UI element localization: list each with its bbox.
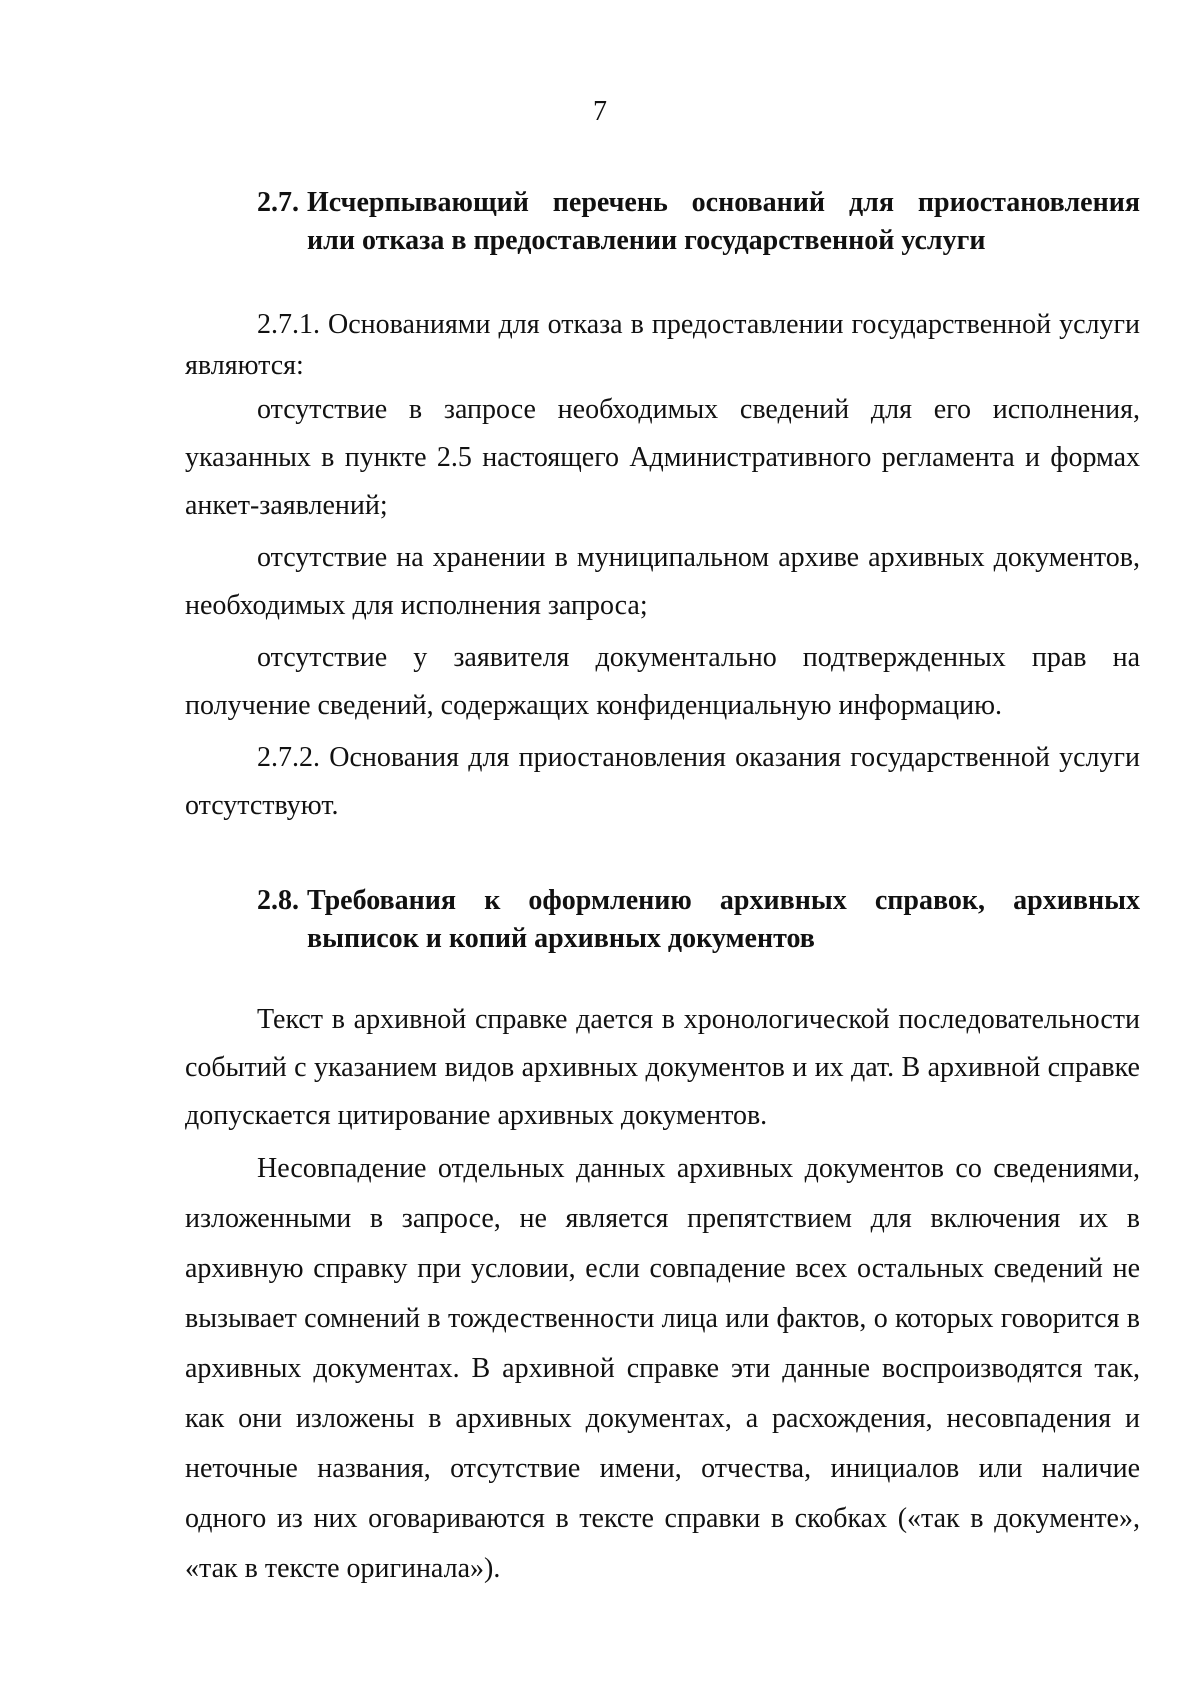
paragraph-data-mismatch: Несовпадение отдельных данных архивных документов со сведениями, изложенными в запросе, не является препятствием для включения их в архивную справку при условии, если совпадение всех остальных сведений не вызывает сомнений в тождественности лица или фактов, о которых говорится в архивных документах. В архивной справке эти данные воспроизводятся так, как они изложены в архивных документах, а расхождения, несовпадения и неточные названия, отсутствие имени, отчества, инициалов или наличие одного из них оговариваются в тексте справки в скобках («так в документе», «так в тексте оригинала»).	[185, 1153, 1140, 1584]
list-item-missing-info: отсутствие в запросе необходимых сведений для его исполнения, указанных в пункте 2.5 настоящего Административного регламента и формах анкет-заявлений;	[185, 394, 1140, 521]
section-2-8-title-line1: Требования к оформлению архивных справок, архивных	[307, 885, 1140, 916]
section-2-7-title-line1: Исчерпывающий перечень оснований для приостановления	[307, 187, 1140, 218]
section-2-8-title-line2: выписок и копий архивных документов	[307, 923, 815, 954]
list-item-no-rights: отсутствие у заявителя документально подтвержденных прав на получение сведений, содержащих конфиденциальную информацию.	[185, 642, 1140, 721]
section-2-7-title-line2: или отказа в предоставлении государственной услуги	[307, 225, 986, 256]
page-number: 7	[593, 96, 607, 127]
paragraph-text-chronology: Текст в архивной справке дается в хронологической последовательности событий с указанием видов архивных документов и их дат. В архивной справке допускается цитирование архивных документов.	[185, 1004, 1140, 1131]
section-2-8-number: 2.8.	[257, 885, 299, 916]
paragraph-2-7-1: 2.7.1. Основаниями для отказа в предоставлении государственной услуги являются:	[185, 309, 1140, 381]
section-2-8-heading	[185, 882, 1140, 958]
section-2-7-number: 2.7.	[257, 187, 299, 218]
list-item-no-documents: отсутствие на хранении в муниципальном архиве архивных документов, необходимых для исполнения запроса;	[185, 542, 1140, 621]
document-body	[185, 184, 1140, 1594]
section-2-7-heading	[185, 184, 1140, 260]
paragraph-2-7-2: 2.7.2. Основания для приостановления оказания государственной услуги отсутствуют.	[185, 742, 1140, 821]
